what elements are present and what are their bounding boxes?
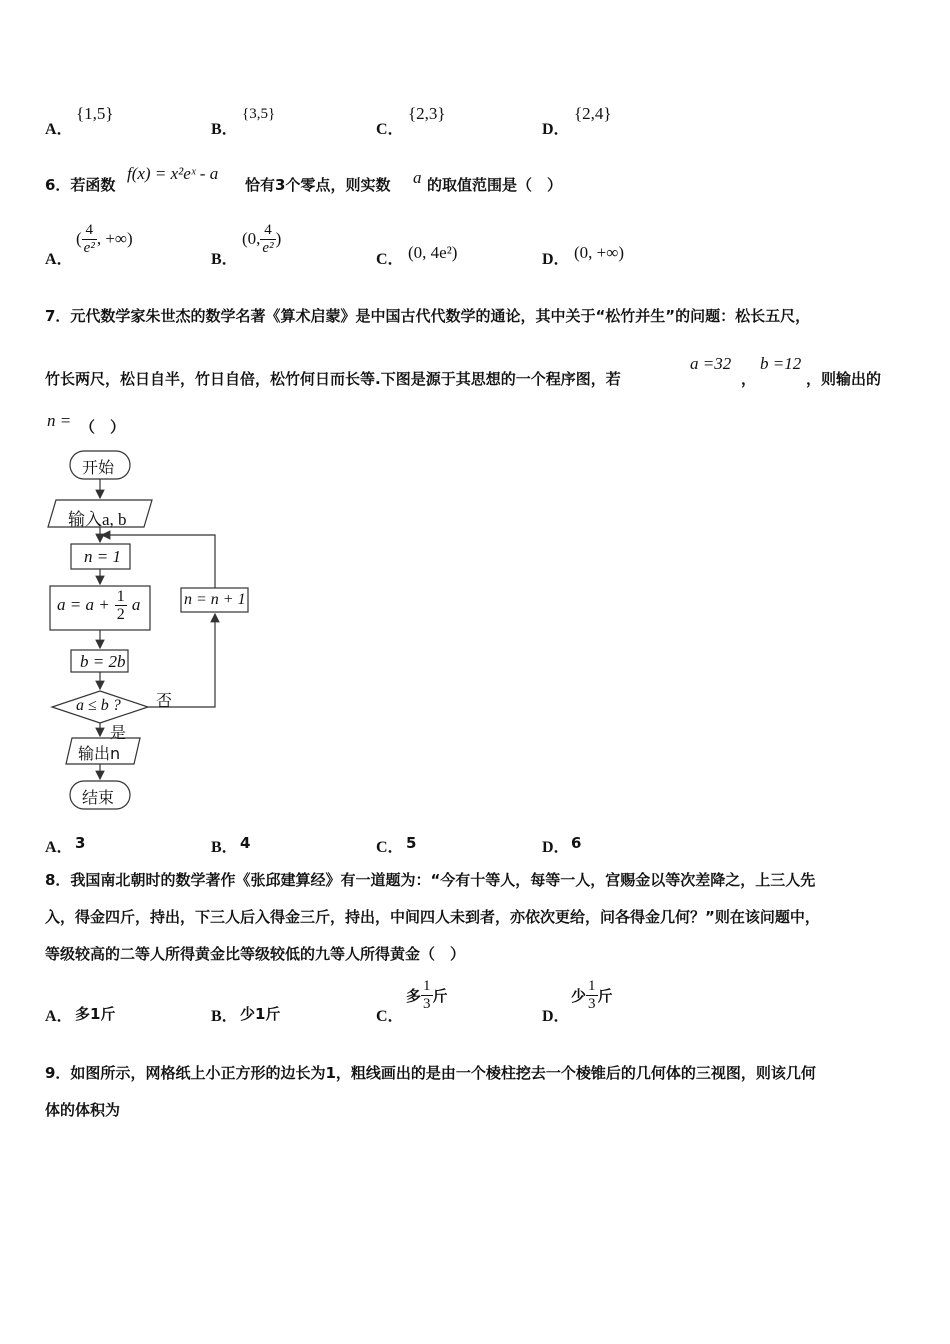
q8-option-c-label: C． <box>376 1008 404 1025</box>
q6-option-b-label: B． <box>211 251 238 268</box>
q7-line2: 竹长两尺，松日自半，竹日自倍，松竹何日而长等.下图是源于其思想的一个程序图，若 <box>45 370 621 388</box>
q6-option-d-value: (0, +∞) <box>574 243 625 262</box>
q7-option-d-value: 6 <box>571 834 582 852</box>
flowchart-a-update-label: a = a + $\frac{1}{2}$ a <box>57 588 141 623</box>
q6-option-d-label: D． <box>542 251 570 268</box>
q7-option-d-label: D． <box>542 839 570 856</box>
q8-option-b-value: 少1斤 <box>240 1005 281 1023</box>
q7-paren: （ ） <box>80 418 126 436</box>
q5-option-a-value: {1,5} <box>76 104 114 123</box>
q7-option-c-label: C． <box>376 839 404 856</box>
q9-line2: 体的体积为 <box>45 1101 121 1119</box>
q7-a-value: a =32 <box>690 354 732 373</box>
flowchart-yes-label: 是 <box>110 723 127 742</box>
q8-option-a-value: 多1斤 <box>75 1005 116 1023</box>
q7-b-value: b =12 <box>760 354 802 373</box>
flowchart-start-label: 开始 <box>82 458 115 477</box>
q5-option-b-value: {3,5} <box>242 106 276 122</box>
q5-option-d-value: {2,4} <box>574 104 612 123</box>
q8-option-d-label: D． <box>542 1008 570 1025</box>
q6-option-c-value: (0, 4e²) <box>408 243 458 262</box>
q7-option-b-value: 4 <box>240 834 251 852</box>
q8-option-d-value: 少 $\frac{1}{3}$ 斤 <box>571 978 613 1012</box>
q6-middle: 恰有3个零点，则实数 <box>245 176 391 194</box>
q5-option-c-label: C． <box>376 121 404 138</box>
flowchart-end-label: 结束 <box>82 788 115 807</box>
q8-line3: 等级较高的二等人所得黄金比等级较低的九等人所得黄金（ ） <box>45 945 466 963</box>
q6-prefix: 6．若函数 <box>45 176 116 194</box>
q6-option-a-value: ( $\frac{4}{\text{e²}}$ , +∞) <box>76 222 133 256</box>
q5-option-c-value: {2,3} <box>408 104 446 123</box>
q5-option-a-label: A． <box>45 121 73 138</box>
q8-line2: 入，得金四斤，持出，下三人后入得金三斤，持出，中间四人未到者，亦依次更给，问各得金几何？”则在该问题中， <box>45 908 820 926</box>
q7-option-a-value: 3 <box>75 834 86 852</box>
q8-line1: 8．我国南北朝时的数学著作《张邱建算经》有一道题为：“今有十等人，每等一人，宫赐金以等次差降之，上三人先 <box>45 871 816 889</box>
q6-function: f(x) = x²eˣ - a <box>127 164 219 183</box>
q9-line1: 9．如图所示，网格纸上小正方形的边长为1，粗线画出的是由一个棱柱挖去一个棱锥后的几何体的三视图，则该几何 <box>45 1064 816 1082</box>
flowchart-no-label: 否 <box>156 691 173 710</box>
q7-n-eq: n = <box>47 411 72 430</box>
q8-option-a-label: A． <box>45 1008 73 1025</box>
flowchart-condition-label: a ≤ b ? <box>76 697 121 714</box>
flowchart-n-init-label: n = 1 <box>84 547 121 566</box>
q7-option-c-value: 5 <box>406 834 417 852</box>
q6-suffix: 的取值范围是（ ） <box>427 176 563 194</box>
q7-option-b-label: B． <box>211 839 238 856</box>
q6-option-b-value: (0, $\frac{4}{\text{e²}}$ ) <box>242 222 282 256</box>
q7-line1: 7．元代数学家朱世杰的数学名著《算术启蒙》是中国古代代数学的通论，其中关于“松竹并生”的问题：松长五尺， <box>45 307 811 325</box>
flowchart-input-label: 输入a, b <box>68 510 127 529</box>
q7-line2-end: ，则输出的 <box>806 370 882 388</box>
q8-option-b-label: B． <box>211 1008 238 1025</box>
q6-option-a-label: A． <box>45 251 73 268</box>
q5-option-d-label: D． <box>542 121 570 138</box>
flowchart-n-inc-label: n = n + 1 <box>184 591 246 608</box>
q5-option-b-label: B． <box>211 121 238 138</box>
q6-option-c-label: C． <box>376 251 404 268</box>
q7-option-a-label: A． <box>45 839 73 856</box>
flowchart-output-label: 输出n <box>78 744 121 763</box>
q7-flowchart <box>40 440 270 820</box>
flowchart-b-update-label: b = 2b <box>80 652 126 671</box>
q7-comma: ， <box>741 370 757 388</box>
q8-option-c-value: 多 $\frac{1}{3}$ 斤 <box>406 978 448 1012</box>
q6-var: a <box>413 168 422 187</box>
